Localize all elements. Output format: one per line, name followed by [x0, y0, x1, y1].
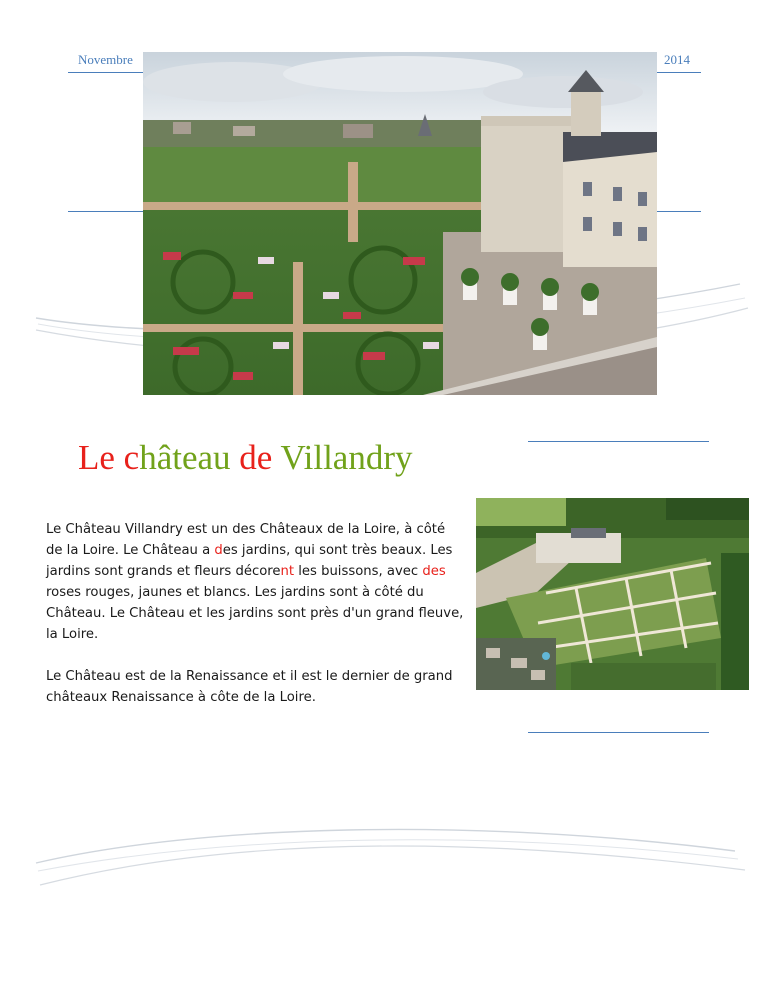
garden-photo — [143, 52, 657, 395]
title-rule — [528, 441, 709, 442]
title-part-le: Le — [78, 438, 124, 477]
paragraph-1 — [46, 519, 464, 645]
title-part-villandry: Villandry — [272, 438, 413, 477]
p1-seg7: roses rouges, jaunes et blancs. Les jardins sont à côté du Château. Le Château et les jardins sont près d'un grand fleuve, la Loire. — [46, 585, 464, 642]
header-month: Novembre — [78, 52, 133, 67]
side-rule-left — [68, 211, 143, 212]
paragraph-2: Le Château est de la Renaissance et il est le dernier de grand châteaux Renaissance à côte de la Loire. — [46, 669, 453, 705]
side-rule-right — [657, 211, 701, 212]
aerial-bottom-rule — [528, 732, 709, 733]
article-body — [46, 519, 464, 729]
p1-highlight-d: d — [214, 543, 223, 558]
header-year: 2014 — [664, 52, 690, 67]
p1-seg5: les buissons, avec — [294, 564, 423, 579]
title-part-chateau: hâteau — [139, 438, 240, 477]
p1-seg1: Le Château Villandry est un des Châteaux de la Loire, à côté de la Loire. Le Château a — [46, 522, 446, 558]
p1-highlight-nt: nt — [280, 564, 295, 579]
p1-seg3: es jardins, qui sont très beaux. Les jardins sont grands et fleurs décore — [46, 543, 453, 579]
aerial-photo — [476, 498, 749, 690]
title-part-de: de — [239, 438, 273, 477]
p1-highlight-des: des — [422, 564, 446, 579]
bottom-swoosh-decoration — [0, 815, 768, 905]
page-title — [78, 438, 413, 478]
title-part-c: c — [123, 438, 140, 477]
